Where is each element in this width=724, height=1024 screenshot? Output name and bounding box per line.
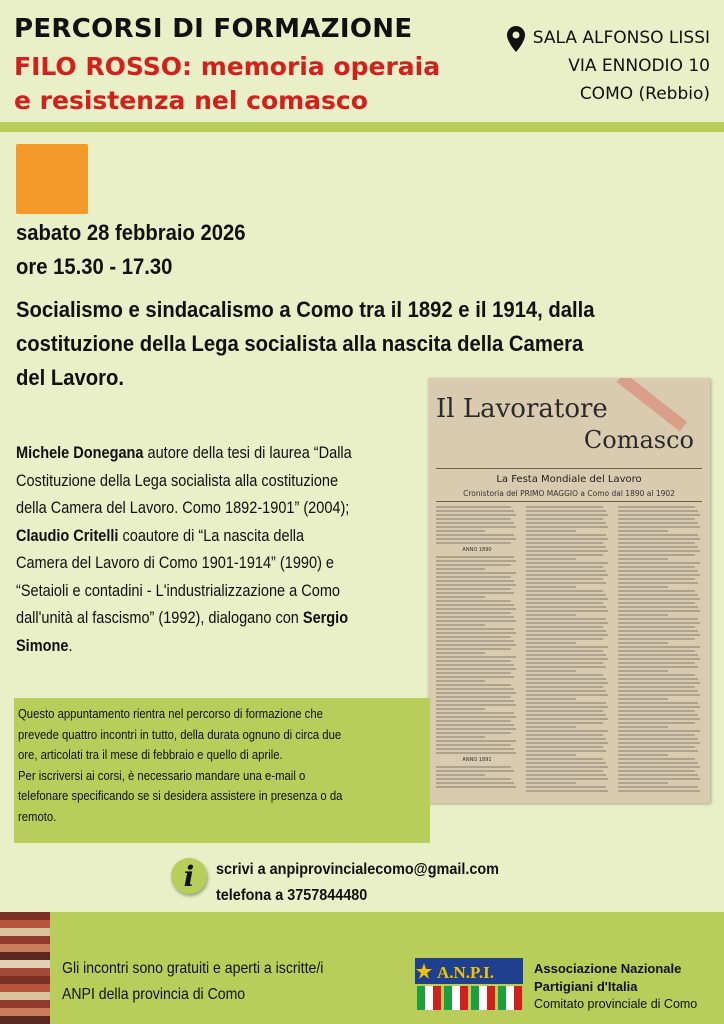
speaker-text: Costituzione della Lega socialista alla costituzione [16, 471, 339, 490]
course-subtitle-line1: FILO ROSSO: memoria operaia [14, 52, 441, 81]
book-spine [0, 912, 50, 920]
book-spine [0, 936, 50, 944]
newspaper-text-line [436, 732, 511, 734]
newspaper-text-line [618, 586, 668, 588]
newspaper-text-line [618, 758, 695, 760]
newspaper-text-line [436, 572, 516, 574]
newspaper-text-line [526, 782, 576, 784]
newspaper-text-line [436, 538, 516, 540]
newspaper-rule [436, 501, 702, 502]
newspaper-text-line [436, 514, 516, 516]
newspaper-text-line [436, 786, 516, 788]
org-name-line: Partigiani d'Italia [534, 979, 638, 994]
newspaper-text-line [436, 636, 511, 638]
newspaper-text-line [436, 704, 516, 706]
newspaper-text-line [618, 626, 695, 628]
newspaper-text-line [436, 604, 514, 606]
newspaper-text-line [526, 618, 606, 620]
newspaper-text-line [618, 726, 668, 728]
book-spine [0, 976, 50, 984]
newspaper-text-line [618, 530, 668, 532]
newspaper-text-line [526, 666, 606, 668]
course-subtitle-line2: e resistenza nel comasco [14, 86, 368, 115]
newspaper-text-line [526, 722, 603, 724]
newspaper-text-line [436, 748, 514, 750]
newspaper-rule [436, 468, 702, 469]
newspaper-text-line [436, 592, 514, 594]
newspaper-text-line [618, 722, 695, 724]
newspaper-text-line [526, 530, 576, 532]
newspaper-text-line [618, 754, 668, 756]
orange-marker [16, 144, 88, 214]
newspaper-text-line [436, 656, 516, 658]
newspaper-text-line [526, 554, 603, 556]
speaker-name: Michele Donegana [16, 444, 144, 462]
newspaper-text-line [526, 578, 603, 580]
newspaper-text-line [526, 506, 603, 508]
newspaper-text-line [436, 584, 516, 586]
newspaper-text-line [436, 680, 485, 682]
newspaper-text-line [436, 530, 485, 532]
info-text [18, 704, 425, 827]
newspaper-text-line [618, 718, 700, 720]
speaker-text: Camera del Lavoro di Como 1901-1914” (1990) e [16, 554, 335, 572]
newspaper-text-line [618, 582, 698, 584]
info-icon [171, 858, 207, 894]
newspaper-text-line [618, 786, 698, 788]
newspaper-text-line [436, 664, 514, 666]
newspaper-text-line [526, 662, 603, 664]
newspaper-text-line [436, 712, 514, 714]
newspaper-text-line [618, 510, 698, 512]
newspaper-text-line [526, 742, 608, 744]
newspaper-text-line [436, 660, 511, 662]
newspaper-text-line [436, 652, 485, 654]
newspaper-text-line [618, 738, 698, 740]
newspaper-text-line [618, 714, 698, 716]
newspaper-headline: La Festa Mondiale del Lavoro [496, 474, 642, 485]
newspaper-text-line [526, 654, 606, 656]
newspaper-text-line [526, 774, 606, 776]
newspaper-text-line [526, 726, 576, 728]
newspaper-text-line [526, 746, 603, 748]
newspaper-text-line [618, 770, 695, 772]
newspaper-text-line [526, 526, 608, 528]
newspaper-text-line [436, 564, 511, 566]
newspaper-text-line [526, 630, 606, 632]
newspaper-text-line [618, 634, 700, 636]
newspaper-text-line [618, 554, 695, 556]
newspaper-text-line [618, 734, 695, 736]
newspaper-text-line [618, 610, 700, 612]
speaker-text: della Camera del Lavoro. Como 1892-1901” (2004); [16, 499, 350, 517]
newspaper-text-line [618, 614, 668, 616]
newspaper-text-line [436, 668, 516, 670]
newspaper-text-line [618, 778, 700, 780]
event-time: ore 15.30 - 17.30 [16, 254, 173, 279]
newspaper-text-line [436, 770, 514, 772]
newspaper-text-line [618, 562, 700, 564]
newspaper-text-line [618, 774, 698, 776]
newspaper-text-line [526, 694, 608, 696]
newspaper-text-line [618, 746, 695, 748]
newspaper-text-line [436, 534, 514, 536]
newspaper-text-line [436, 700, 514, 702]
newspaper-text-line [436, 692, 516, 694]
newspaper-text-line [618, 762, 698, 764]
newspaper-image [428, 378, 710, 803]
newspaper-text-line [526, 786, 606, 788]
book-spine [0, 968, 50, 976]
newspaper-text-line [526, 542, 603, 544]
newspaper-text-line [436, 628, 514, 630]
newspaper-text-line [618, 538, 700, 540]
newspaper-text-line [618, 590, 695, 592]
newspaper-text-line [526, 614, 576, 616]
newspaper-text-line [526, 690, 606, 692]
newspaper-text-line [526, 730, 608, 732]
newspaper-text-line [526, 610, 608, 612]
newspaper-text-line [526, 534, 606, 536]
book-spine [0, 928, 50, 936]
event-title-line: costituzione della Lega socialista alla nascita della Camera [16, 331, 584, 356]
newspaper-text-line [526, 770, 603, 772]
info-icon-letter: i [183, 860, 195, 893]
newspaper-text-line [436, 736, 485, 738]
newspaper-text-line [436, 672, 511, 674]
newspaper-text-line [618, 730, 700, 732]
newspaper-text-line [526, 594, 606, 596]
newspaper-text-line [526, 738, 606, 740]
newspaper-text-line [526, 758, 603, 760]
newspaper-text-line [526, 678, 606, 680]
newspaper-text-line [436, 766, 511, 768]
newspaper-text-line [436, 560, 516, 562]
info-box [14, 698, 430, 843]
speaker-name: Claudio Critelli [16, 526, 119, 545]
book-spine [0, 984, 50, 992]
newspaper-text-line [526, 754, 576, 756]
newspaper-text-line [526, 790, 608, 792]
newspaper-masthead: Il Lavoratore [436, 394, 608, 424]
speaker-text: dall'unità al fascismo” (1992), dialogano con [16, 609, 303, 627]
newspaper-text-line [526, 514, 608, 516]
newspaper-text-line [526, 550, 608, 552]
speaker-text: “Setaioli e contadini - L'industrializzazione a Como [16, 581, 341, 600]
info-line: prevede quattro incontri in tutto, della durata ognuno di circa due [18, 726, 342, 742]
newspaper-text-line [436, 522, 514, 524]
speakers-description [16, 440, 430, 660]
anpi-logo-text: A.N.P.I. [437, 963, 494, 982]
newspaper-text-line [618, 662, 695, 664]
newspaper-text-line [526, 634, 608, 636]
footer-note-line: ANPI della provincia di Como [62, 986, 246, 1003]
newspaper-text-line [436, 696, 511, 698]
venue-name: SALA ALFONSO LISSI [532, 28, 710, 48]
newspaper-text-line [526, 734, 603, 736]
newspaper-text-line [436, 640, 514, 642]
newspaper-text-line [436, 588, 511, 590]
newspaper-text-line [436, 612, 511, 614]
newspaper-text-line [436, 542, 511, 544]
newspaper-text-line [436, 526, 516, 528]
newspaper-text-line [618, 710, 695, 712]
newspaper-text-line [618, 622, 700, 624]
newspaper-text-line [526, 670, 576, 672]
newspaper-text-line [618, 702, 698, 704]
newspaper-text-line [436, 684, 511, 686]
contact-email[interactable]: scrivi a anpiprovincialecomo@gmail.com [216, 861, 499, 878]
newspaper-text-line [526, 718, 608, 720]
newspaper-text-line [436, 506, 511, 508]
newspaper-text-line [618, 766, 700, 768]
newspaper-text-line [436, 644, 516, 646]
newspaper-text-line [618, 578, 695, 580]
speaker-text: . [68, 636, 73, 655]
newspaper-text-line [526, 686, 603, 688]
newspaper-column [618, 504, 702, 797]
speaker-name: Simone [16, 636, 69, 655]
newspaper-text-line [526, 682, 608, 684]
newspaper-text-line [436, 782, 514, 784]
newspaper-text-line [618, 782, 668, 784]
newspaper-text-line [526, 546, 606, 548]
footer-note-line: Gli incontri sono gratuiti e aperti a iscritte/i [62, 960, 324, 977]
newspaper-text-line [526, 698, 576, 700]
newspaper-text-line [526, 510, 606, 512]
newspaper-text-line [618, 518, 695, 520]
newspaper-text-line [618, 570, 698, 572]
newspaper-text-line [436, 556, 514, 558]
newspaper-text-line [526, 638, 603, 640]
newspaper-text-line [436, 720, 511, 722]
newspaper-text-line [526, 766, 608, 768]
header [0, 0, 724, 128]
info-line: ore, articolati tra il mese di febbraio e quello di aprile. [18, 747, 283, 762]
newspaper-text-line [526, 750, 606, 752]
book-spine [0, 952, 50, 960]
event-date: sabato 28 febbraio 2026 [16, 220, 246, 245]
newspaper-text-line [618, 646, 700, 648]
newspaper-text-line [436, 648, 511, 650]
newspaper-text-line [618, 750, 698, 752]
org-name [534, 960, 681, 996]
newspaper-masthead: Comasco [583, 426, 694, 454]
event-title-line: del Lavoro. [16, 365, 125, 390]
newspaper-text-line [618, 566, 695, 568]
newspaper-text-line [526, 518, 603, 520]
org-committee: Comitato provinciale di Como [534, 997, 698, 1011]
book-spine [0, 960, 50, 968]
newspaper-text-line [618, 650, 695, 652]
newspaper-text-line [526, 602, 603, 604]
newspaper-text-line [618, 742, 700, 744]
newspaper-text-line [526, 622, 608, 624]
newspaper-text-line [526, 642, 576, 644]
newspaper-text-line [436, 744, 511, 746]
info-line: telefonare specificando se si desidera assistere in presenza o da [18, 788, 343, 803]
newspaper-text-line [618, 514, 700, 516]
newspaper-text-line [436, 778, 511, 780]
newspaper-section-label: ANNO 1891 [462, 757, 492, 763]
newspaper-text-line [618, 682, 700, 684]
newspaper-text-line [526, 566, 603, 568]
course-title: PERCORSI DI FORMAZIONE [14, 14, 413, 44]
header-divider [0, 122, 724, 132]
newspaper-text-line [436, 518, 511, 520]
newspaper-text-line [618, 526, 700, 528]
book-spine [0, 1016, 50, 1024]
newspaper-text-line [618, 678, 698, 680]
info-line: Questo appuntamento rientra nel percorso di formazione che [18, 706, 323, 721]
newspaper-text-line [618, 670, 668, 672]
newspaper-text-line [526, 590, 603, 592]
newspaper-text-line [618, 618, 698, 620]
newspaper-text-line [618, 658, 700, 660]
footer-note [62, 956, 323, 1008]
newspaper-column [526, 504, 610, 797]
newspaper-text-line [618, 598, 700, 600]
bookshelf-image [0, 912, 50, 1024]
newspaper-text-line [436, 510, 514, 512]
newspaper-text-line [526, 626, 603, 628]
newspaper-text-line [526, 650, 603, 652]
newspaper-text-line [526, 778, 608, 780]
venue-street: VIA ENNODIO 10 [568, 56, 710, 76]
newspaper-section-label: ANNO 1890 [462, 547, 492, 553]
ribbon-decoration [617, 378, 687, 431]
newspaper-text-line [618, 790, 700, 792]
newspaper-text-line [436, 616, 514, 618]
newspaper-text-line [436, 688, 514, 690]
venue-address [533, 24, 710, 108]
newspaper-text-line [436, 716, 516, 718]
venue-city: COMO (Rebbio) [579, 84, 710, 104]
newspaper-text-line [526, 574, 608, 576]
location-pin-icon [507, 26, 525, 52]
newspaper-text-line [618, 686, 695, 688]
newspaper-text-line [526, 538, 608, 540]
book-spine [0, 944, 50, 952]
newspaper-text-line [526, 714, 606, 716]
newspaper-text-line [436, 740, 516, 742]
newspaper-text-line [618, 642, 668, 644]
newspaper-text-line [436, 774, 485, 776]
newspaper-text-line [618, 534, 698, 536]
newspaper-text-line [618, 694, 700, 696]
info-line: remoto. [18, 808, 57, 824]
org-name-line: Associazione Nazionale [534, 961, 682, 976]
newspaper-text-line [436, 728, 516, 730]
newspaper-text-line [436, 708, 485, 710]
newspaper-text-line [618, 574, 700, 576]
newspaper-text-line [436, 632, 516, 634]
book-spine [0, 1000, 50, 1008]
contact-info [216, 857, 499, 909]
newspaper-text-line [618, 606, 698, 608]
newspaper-text-line [526, 562, 608, 564]
speaker-text: autore della tesi di laurea “Dalla [143, 444, 352, 462]
newspaper-text-line [436, 596, 485, 598]
newspaper-text-line [436, 576, 511, 578]
newspaper-text-line [526, 570, 606, 572]
newspaper-text-line [526, 606, 606, 608]
newspaper-text-line [436, 608, 516, 610]
speaker-text: coautore di “La nascita della [118, 526, 305, 545]
info-line: Per iscriversi ai corsi, è necessario mandare una e-mail o [18, 767, 306, 783]
newspaper-column [436, 504, 518, 797]
newspaper-text-line [618, 558, 668, 560]
newspaper-text-line [618, 654, 698, 656]
book-spine [0, 992, 50, 1000]
newspaper-text-line [526, 762, 606, 764]
newspaper-text-line [618, 666, 698, 668]
newspaper-text-line [436, 724, 514, 726]
anpi-logo [415, 958, 523, 1012]
newspaper-text-line [526, 710, 603, 712]
event-title-line: Socialismo e sindacalismo a Como tra il 1892 e il 1914, dalla [16, 297, 595, 322]
newspaper-text-line [526, 558, 576, 560]
speaker-name: Sergio [302, 609, 349, 627]
newspaper-text-line [618, 542, 695, 544]
newspaper-text-line [618, 506, 695, 508]
newspaper-text-line [526, 658, 608, 660]
newspaper-text-line [436, 620, 516, 622]
newspaper-text-line [526, 582, 606, 584]
newspaper-text-line [436, 580, 514, 582]
newspaper-text-line [526, 646, 608, 648]
newspaper-text-line [618, 674, 695, 676]
newspaper-text-line [436, 676, 514, 678]
newspaper-text-line [618, 706, 700, 708]
newspaper-text-line [618, 594, 698, 596]
newspaper-text-line [526, 674, 603, 676]
book-spine [0, 1008, 50, 1016]
newspaper-text-line [618, 690, 698, 692]
newspaper-text-line [436, 752, 516, 754]
book-spine [0, 920, 50, 928]
newspaper-text-line [618, 550, 700, 552]
newspaper-text-line [618, 638, 695, 640]
newspaper-text-line [526, 598, 608, 600]
newspaper-text-line [526, 586, 576, 588]
newspaper-subheadline: Cronistoria del PRIMO MAGGIO a Como dal 1890 al 1902 [463, 489, 675, 498]
newspaper-text-line [618, 522, 698, 524]
newspaper-text-line [618, 546, 698, 548]
contact-phone[interactable]: telefona a 3757844480 [216, 887, 368, 904]
newspaper-text-line [618, 630, 698, 632]
newspaper-text-line [436, 568, 485, 570]
newspaper-text-line [436, 624, 485, 626]
newspaper-text-line [618, 602, 695, 604]
newspaper-text-line [526, 706, 608, 708]
newspaper-text-line [618, 698, 668, 700]
newspaper-text-line [526, 522, 606, 524]
newspaper-text-line [436, 600, 511, 602]
newspaper-text-line [526, 702, 606, 704]
